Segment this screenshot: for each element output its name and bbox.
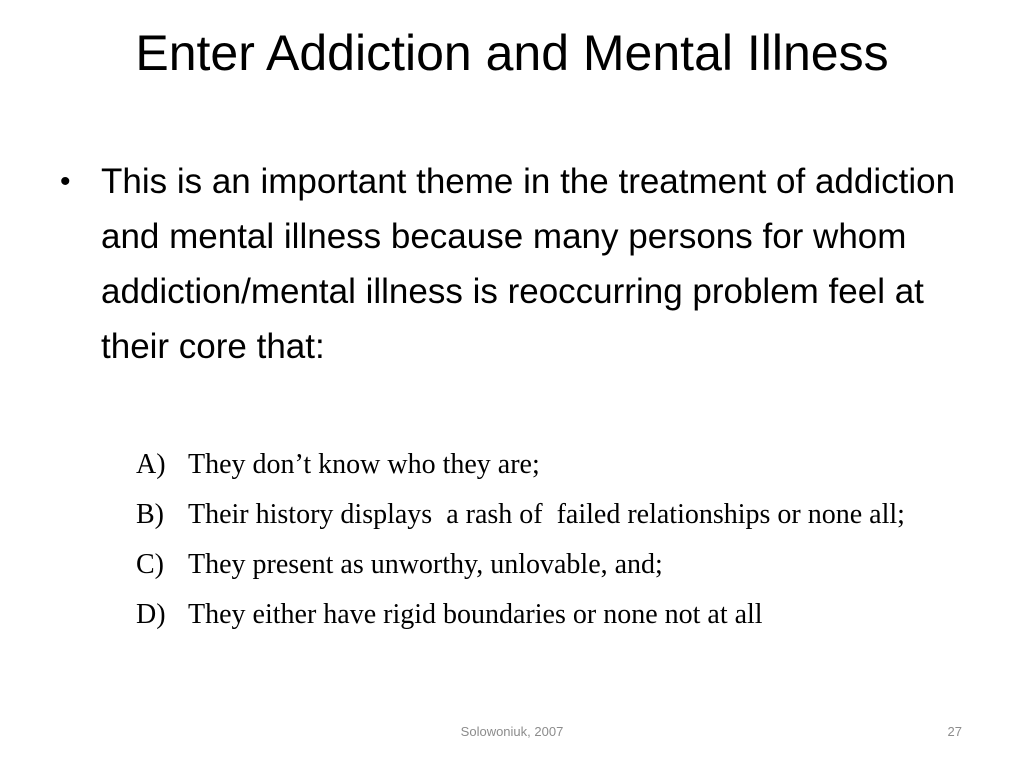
list-item-text: Their history displays a rash of failed relationships or none all; [188,499,905,530]
sub-list [136,446,926,646]
bullet-row [60,154,980,374]
bullet-symbol: • [60,165,71,198]
list-item-marker: C) [136,549,164,580]
list-item-text: They don’t know who they are; [188,449,540,480]
list-item-text: They present as unworthy, unlovable, and; [188,549,663,580]
slide-title: Enter Addiction and Mental Illness [135,25,889,81]
list-item [136,496,926,533]
slide-number: 27 [947,724,962,739]
list-item-marker: D) [136,599,166,630]
list-item-text: They either have rigid boundaries or none not at all [188,599,763,630]
footer-author: Solowoniuk, 2007 [460,724,564,739]
list-item-marker: B) [136,499,164,530]
bullet-text: This is an important theme in the treatment of addiction and mental illness because many persons for whom addiction/mental illness is reoccurring problem feel at their core that: [101,162,956,366]
list-item [136,596,926,633]
bullet-point [60,154,980,374]
list-item [136,546,926,583]
list-item [136,446,926,483]
list-item-marker: A) [136,449,166,480]
